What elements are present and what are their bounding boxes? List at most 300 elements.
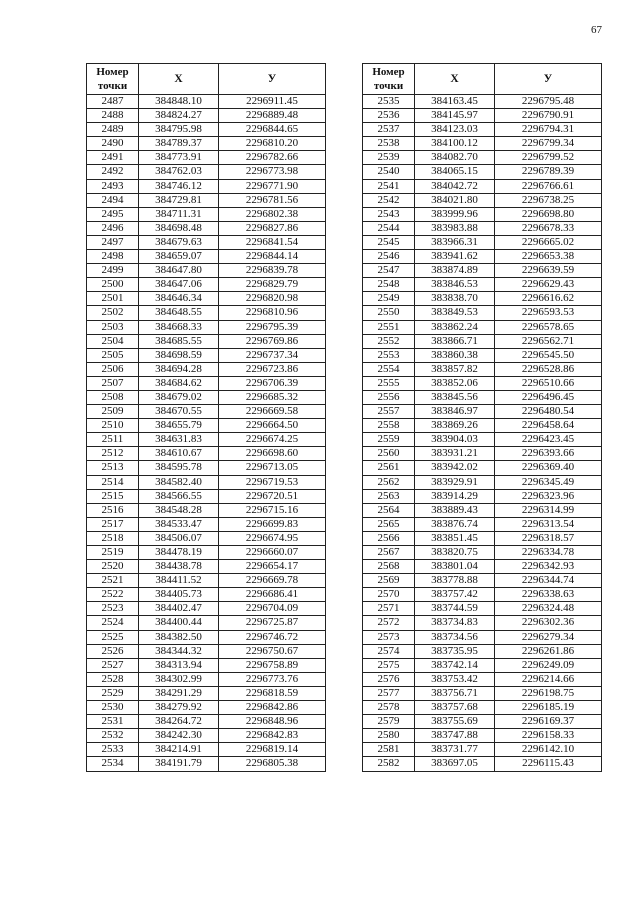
table-row xyxy=(87,588,326,602)
table-row xyxy=(363,475,602,489)
table-row xyxy=(87,743,326,757)
cell-point-number: 2496 xyxy=(87,221,139,235)
table-row xyxy=(87,658,326,672)
cell-x: 383756.71 xyxy=(415,686,495,700)
table-row xyxy=(87,123,326,137)
cell-y: 2296820.98 xyxy=(219,292,326,306)
cell-point-number: 2568 xyxy=(363,560,415,574)
cell-point-number: 2530 xyxy=(87,701,139,715)
table-row xyxy=(87,95,326,109)
table-row xyxy=(363,151,602,165)
cell-y: 2296842.83 xyxy=(219,729,326,743)
cell-x: 383931.21 xyxy=(415,447,495,461)
cell-x: 384438.78 xyxy=(139,560,219,574)
cell-x: 384631.83 xyxy=(139,433,219,447)
cell-y: 2296678.33 xyxy=(495,221,602,235)
cell-point-number: 2534 xyxy=(87,757,139,771)
cell-y: 2296158.33 xyxy=(495,729,602,743)
cell-x: 384648.55 xyxy=(139,306,219,320)
cell-x: 383735.95 xyxy=(415,644,495,658)
cell-y: 2296911.45 xyxy=(219,95,326,109)
cell-point-number: 2524 xyxy=(87,616,139,630)
cell-x: 384123.03 xyxy=(415,123,495,137)
cell-x: 384100.12 xyxy=(415,137,495,151)
cell-y: 2296302.36 xyxy=(495,616,602,630)
cell-y: 2296669.78 xyxy=(219,574,326,588)
cell-x: 383866.71 xyxy=(415,334,495,348)
cell-x: 383742.14 xyxy=(415,658,495,672)
cell-x: 384042.72 xyxy=(415,179,495,193)
table-row xyxy=(87,109,326,123)
cell-point-number: 2566 xyxy=(363,531,415,545)
cell-x: 383869.26 xyxy=(415,419,495,433)
cell-point-number: 2577 xyxy=(363,686,415,700)
cell-point-number: 2490 xyxy=(87,137,139,151)
cell-point-number: 2487 xyxy=(87,95,139,109)
table-row xyxy=(363,658,602,672)
cell-y: 2296802.38 xyxy=(219,207,326,221)
table-row xyxy=(363,362,602,376)
cell-point-number: 2540 xyxy=(363,165,415,179)
cell-point-number: 2571 xyxy=(363,602,415,616)
cell-point-number: 2575 xyxy=(363,658,415,672)
cell-point-number: 2527 xyxy=(87,658,139,672)
cell-point-number: 2509 xyxy=(87,405,139,419)
table-row xyxy=(87,207,326,221)
table-row xyxy=(87,348,326,362)
cell-point-number: 2499 xyxy=(87,264,139,278)
cell-x: 384746.12 xyxy=(139,179,219,193)
table-row xyxy=(87,461,326,475)
cell-y: 2296665.02 xyxy=(495,235,602,249)
cell-y: 2296338.63 xyxy=(495,588,602,602)
cell-x: 383904.03 xyxy=(415,433,495,447)
cell-y: 2296723.86 xyxy=(219,362,326,376)
cell-y: 2296545.50 xyxy=(495,348,602,362)
table-row xyxy=(87,320,326,334)
cell-y: 2296393.66 xyxy=(495,447,602,461)
cell-x: 384145.97 xyxy=(415,109,495,123)
table-row xyxy=(87,235,326,249)
cell-x: 383755.69 xyxy=(415,715,495,729)
cell-y: 2296342.93 xyxy=(495,560,602,574)
cell-x: 383838.70 xyxy=(415,292,495,306)
table-row xyxy=(363,419,602,433)
cell-point-number: 2567 xyxy=(363,546,415,560)
cell-x: 384191.79 xyxy=(139,757,219,771)
cell-x: 384163.45 xyxy=(415,95,495,109)
header-y: У xyxy=(219,64,326,95)
table-row xyxy=(87,475,326,489)
table-row xyxy=(87,546,326,560)
cell-y: 2296795.48 xyxy=(495,95,602,109)
cell-y: 2296279.34 xyxy=(495,630,602,644)
cell-x: 384795.98 xyxy=(139,123,219,137)
cell-point-number: 2573 xyxy=(363,630,415,644)
cell-y: 2296773.76 xyxy=(219,672,326,686)
table-row xyxy=(363,503,602,517)
cell-y: 2296818.59 xyxy=(219,686,326,700)
table-body xyxy=(363,95,602,772)
cell-y: 2296738.25 xyxy=(495,193,602,207)
cell-point-number: 2550 xyxy=(363,306,415,320)
cell-y: 2296841.54 xyxy=(219,235,326,249)
table-row xyxy=(87,701,326,715)
cell-y: 2296719.53 xyxy=(219,475,326,489)
cell-point-number: 2492 xyxy=(87,165,139,179)
table-row xyxy=(87,433,326,447)
cell-y: 2296198.75 xyxy=(495,686,602,700)
cell-x: 384773.91 xyxy=(139,151,219,165)
table-row xyxy=(363,348,602,362)
cell-x: 383849.53 xyxy=(415,306,495,320)
cell-x: 384344.32 xyxy=(139,644,219,658)
cell-point-number: 2539 xyxy=(363,151,415,165)
table-row xyxy=(363,701,602,715)
cell-point-number: 2498 xyxy=(87,250,139,264)
cell-point-number: 2549 xyxy=(363,292,415,306)
cell-point-number: 2578 xyxy=(363,701,415,715)
cell-point-number: 2513 xyxy=(87,461,139,475)
cell-y: 2296827.86 xyxy=(219,221,326,235)
cell-point-number: 2546 xyxy=(363,250,415,264)
table-row xyxy=(87,419,326,433)
table-row xyxy=(87,447,326,461)
table-row xyxy=(87,292,326,306)
cell-y: 2296629.43 xyxy=(495,278,602,292)
cell-y: 2296799.52 xyxy=(495,151,602,165)
cell-y: 2296686.41 xyxy=(219,588,326,602)
cell-point-number: 2548 xyxy=(363,278,415,292)
cell-x: 383914.29 xyxy=(415,489,495,503)
table-row xyxy=(363,757,602,771)
cell-x: 383744.59 xyxy=(415,602,495,616)
cell-x: 383983.88 xyxy=(415,221,495,235)
cell-y: 2296844.14 xyxy=(219,250,326,264)
cell-point-number: 2512 xyxy=(87,447,139,461)
table-row xyxy=(363,292,602,306)
cell-y: 2296660.07 xyxy=(219,546,326,560)
cell-y: 2296528.86 xyxy=(495,362,602,376)
table-row xyxy=(363,109,602,123)
cell-x: 384685.55 xyxy=(139,334,219,348)
table-row xyxy=(363,574,602,588)
cell-point-number: 2559 xyxy=(363,433,415,447)
cell-y: 2296771.90 xyxy=(219,179,326,193)
cell-y: 2296848.96 xyxy=(219,715,326,729)
cell-x: 384313.94 xyxy=(139,658,219,672)
cell-y: 2296496.45 xyxy=(495,390,602,404)
table-row xyxy=(87,560,326,574)
cell-y: 2296789.39 xyxy=(495,165,602,179)
table-row xyxy=(87,334,326,348)
cell-y: 2296844.65 xyxy=(219,123,326,137)
cell-y: 2296805.38 xyxy=(219,757,326,771)
cell-y: 2296593.53 xyxy=(495,306,602,320)
cell-y: 2296674.95 xyxy=(219,531,326,545)
cell-point-number: 2506 xyxy=(87,362,139,376)
cell-y: 2296810.20 xyxy=(219,137,326,151)
cell-x: 383862.24 xyxy=(415,320,495,334)
cell-y: 2296810.96 xyxy=(219,306,326,320)
cell-point-number: 2556 xyxy=(363,390,415,404)
cell-point-number: 2547 xyxy=(363,264,415,278)
cell-y: 2296664.50 xyxy=(219,419,326,433)
cell-x: 384679.02 xyxy=(139,390,219,404)
cell-point-number: 2519 xyxy=(87,546,139,560)
cell-x: 383757.68 xyxy=(415,701,495,715)
table-row xyxy=(87,489,326,503)
table-row xyxy=(363,278,602,292)
cell-y: 2296685.32 xyxy=(219,390,326,404)
table-row xyxy=(87,602,326,616)
cell-x: 383941.62 xyxy=(415,250,495,264)
cell-y: 2296698.60 xyxy=(219,447,326,461)
cell-x: 383846.97 xyxy=(415,405,495,419)
cell-y: 2296423.45 xyxy=(495,433,602,447)
cell-x: 384698.48 xyxy=(139,221,219,235)
cell-point-number: 2511 xyxy=(87,433,139,447)
cell-point-number: 2491 xyxy=(87,151,139,165)
table-row xyxy=(87,193,326,207)
cell-point-number: 2528 xyxy=(87,672,139,686)
cell-y: 2296766.61 xyxy=(495,179,602,193)
cell-y: 2296715.16 xyxy=(219,503,326,517)
table-row xyxy=(363,264,602,278)
table-row xyxy=(87,405,326,419)
cell-y: 2296698.80 xyxy=(495,207,602,221)
cell-y: 2296261.86 xyxy=(495,644,602,658)
cell-x: 383846.53 xyxy=(415,278,495,292)
cell-y: 2296480.54 xyxy=(495,405,602,419)
cell-y: 2296214.66 xyxy=(495,672,602,686)
cell-y: 2296758.89 xyxy=(219,658,326,672)
cell-y: 2296842.86 xyxy=(219,701,326,715)
table-row xyxy=(363,644,602,658)
coordinates-table-left xyxy=(86,63,326,772)
cell-point-number: 2510 xyxy=(87,419,139,433)
cell-x: 383999.96 xyxy=(415,207,495,221)
table-row xyxy=(363,123,602,137)
cell-point-number: 2536 xyxy=(363,109,415,123)
cell-x: 384400.44 xyxy=(139,616,219,630)
cell-point-number: 2526 xyxy=(87,644,139,658)
cell-y: 2296458.64 xyxy=(495,419,602,433)
table-row xyxy=(363,630,602,644)
table-row xyxy=(363,320,602,334)
cell-point-number: 2543 xyxy=(363,207,415,221)
cell-x: 384655.79 xyxy=(139,419,219,433)
cell-point-number: 2532 xyxy=(87,729,139,743)
table-row xyxy=(363,193,602,207)
cell-x: 384214.91 xyxy=(139,743,219,757)
cell-x: 384302.99 xyxy=(139,672,219,686)
table-row xyxy=(363,517,602,531)
cell-point-number: 2581 xyxy=(363,743,415,757)
cell-x: 383874.89 xyxy=(415,264,495,278)
cell-y: 2296794.31 xyxy=(495,123,602,137)
cell-x: 384548.28 xyxy=(139,503,219,517)
cell-y: 2296313.54 xyxy=(495,517,602,531)
table-row xyxy=(87,686,326,700)
table-row xyxy=(87,264,326,278)
cell-y: 2296334.78 xyxy=(495,546,602,560)
cell-point-number: 2494 xyxy=(87,193,139,207)
cell-x: 384646.34 xyxy=(139,292,219,306)
cell-x: 384582.40 xyxy=(139,475,219,489)
cell-y: 2296345.49 xyxy=(495,475,602,489)
cell-x: 384478.19 xyxy=(139,546,219,560)
cell-point-number: 2572 xyxy=(363,616,415,630)
table-row xyxy=(87,715,326,729)
table-header-row xyxy=(87,64,326,95)
table-row xyxy=(363,95,602,109)
cell-point-number: 2495 xyxy=(87,207,139,221)
cell-y: 2296344.74 xyxy=(495,574,602,588)
cell-point-number: 2533 xyxy=(87,743,139,757)
cell-y: 2296725.87 xyxy=(219,616,326,630)
cell-x: 383731.77 xyxy=(415,743,495,757)
cell-x: 383860.38 xyxy=(415,348,495,362)
cell-x: 383852.06 xyxy=(415,376,495,390)
table-row xyxy=(363,729,602,743)
cell-x: 384659.07 xyxy=(139,250,219,264)
cell-point-number: 2508 xyxy=(87,390,139,404)
cell-point-number: 2560 xyxy=(363,447,415,461)
table-row xyxy=(363,531,602,545)
table-row xyxy=(363,560,602,574)
cell-y: 2296369.40 xyxy=(495,461,602,475)
cell-point-number: 2541 xyxy=(363,179,415,193)
cell-y: 2296562.71 xyxy=(495,334,602,348)
cell-y: 2296653.38 xyxy=(495,250,602,264)
cell-point-number: 2579 xyxy=(363,715,415,729)
cell-x: 384729.81 xyxy=(139,193,219,207)
cell-point-number: 2544 xyxy=(363,221,415,235)
cell-x: 384698.59 xyxy=(139,348,219,362)
cell-x: 384684.62 xyxy=(139,376,219,390)
table-row xyxy=(363,447,602,461)
cell-point-number: 2576 xyxy=(363,672,415,686)
cell-point-number: 2522 xyxy=(87,588,139,602)
cell-y: 2296706.39 xyxy=(219,376,326,390)
table-row xyxy=(87,137,326,151)
cell-point-number: 2558 xyxy=(363,419,415,433)
cell-y: 2296746.72 xyxy=(219,630,326,644)
cell-x: 383734.83 xyxy=(415,616,495,630)
page-number: 67 xyxy=(591,24,602,36)
cell-x: 383753.42 xyxy=(415,672,495,686)
cell-x: 383845.56 xyxy=(415,390,495,404)
table-row xyxy=(363,489,602,503)
cell-x: 383801.04 xyxy=(415,560,495,574)
table-row xyxy=(363,616,602,630)
cell-point-number: 2562 xyxy=(363,475,415,489)
cell-y: 2296819.14 xyxy=(219,743,326,757)
cell-y: 2296115.43 xyxy=(495,757,602,771)
cell-point-number: 2582 xyxy=(363,757,415,771)
cell-point-number: 2502 xyxy=(87,306,139,320)
table-row xyxy=(87,165,326,179)
cell-y: 2296578.65 xyxy=(495,320,602,334)
cell-point-number: 2529 xyxy=(87,686,139,700)
cell-point-number: 2552 xyxy=(363,334,415,348)
table-row xyxy=(87,644,326,658)
table-row xyxy=(87,306,326,320)
cell-y: 2296616.62 xyxy=(495,292,602,306)
table-row xyxy=(363,235,602,249)
cell-x: 383734.56 xyxy=(415,630,495,644)
cell-y: 2296249.09 xyxy=(495,658,602,672)
cell-point-number: 2507 xyxy=(87,376,139,390)
cell-x: 384082.70 xyxy=(415,151,495,165)
cell-y: 2296314.99 xyxy=(495,503,602,517)
cell-y: 2296142.10 xyxy=(495,743,602,757)
table-row xyxy=(87,757,326,771)
cell-x: 383857.82 xyxy=(415,362,495,376)
table-row xyxy=(363,179,602,193)
cell-y: 2296737.34 xyxy=(219,348,326,362)
cell-y: 2296674.25 xyxy=(219,433,326,447)
cell-x: 384789.37 xyxy=(139,137,219,151)
table-body xyxy=(87,95,326,772)
cell-point-number: 2553 xyxy=(363,348,415,362)
cell-y: 2296510.66 xyxy=(495,376,602,390)
cell-y: 2296713.05 xyxy=(219,461,326,475)
table-row xyxy=(363,221,602,235)
table-row xyxy=(363,405,602,419)
table-row xyxy=(87,250,326,264)
cell-x: 384647.06 xyxy=(139,278,219,292)
cell-y: 2296720.51 xyxy=(219,489,326,503)
cell-y: 2296799.34 xyxy=(495,137,602,151)
cell-x: 383889.43 xyxy=(415,503,495,517)
cell-point-number: 2516 xyxy=(87,503,139,517)
table-row xyxy=(87,503,326,517)
cell-x: 383942.02 xyxy=(415,461,495,475)
cell-y: 2296889.48 xyxy=(219,109,326,123)
cell-y: 2296781.56 xyxy=(219,193,326,207)
cell-y: 2296323.96 xyxy=(495,489,602,503)
cell-x: 383929.91 xyxy=(415,475,495,489)
cell-y: 2296769.86 xyxy=(219,334,326,348)
cell-point-number: 2545 xyxy=(363,235,415,249)
cell-x: 383757.42 xyxy=(415,588,495,602)
cell-x: 383876.74 xyxy=(415,517,495,531)
cell-point-number: 2551 xyxy=(363,320,415,334)
cell-x: 384021.80 xyxy=(415,193,495,207)
table-row xyxy=(363,207,602,221)
cell-x: 384694.28 xyxy=(139,362,219,376)
cell-point-number: 2565 xyxy=(363,517,415,531)
table-row xyxy=(363,546,602,560)
cell-point-number: 2489 xyxy=(87,123,139,137)
table-row xyxy=(363,672,602,686)
cell-point-number: 2520 xyxy=(87,560,139,574)
cell-point-number: 2570 xyxy=(363,588,415,602)
cell-y: 2296829.79 xyxy=(219,278,326,292)
cell-point-number: 2535 xyxy=(363,95,415,109)
table-row xyxy=(363,588,602,602)
table-row xyxy=(87,278,326,292)
cell-y: 2296795.39 xyxy=(219,320,326,334)
table-row xyxy=(87,390,326,404)
cell-x: 384668.33 xyxy=(139,320,219,334)
table-row xyxy=(87,531,326,545)
table-row xyxy=(87,630,326,644)
cell-point-number: 2564 xyxy=(363,503,415,517)
table-row xyxy=(363,334,602,348)
